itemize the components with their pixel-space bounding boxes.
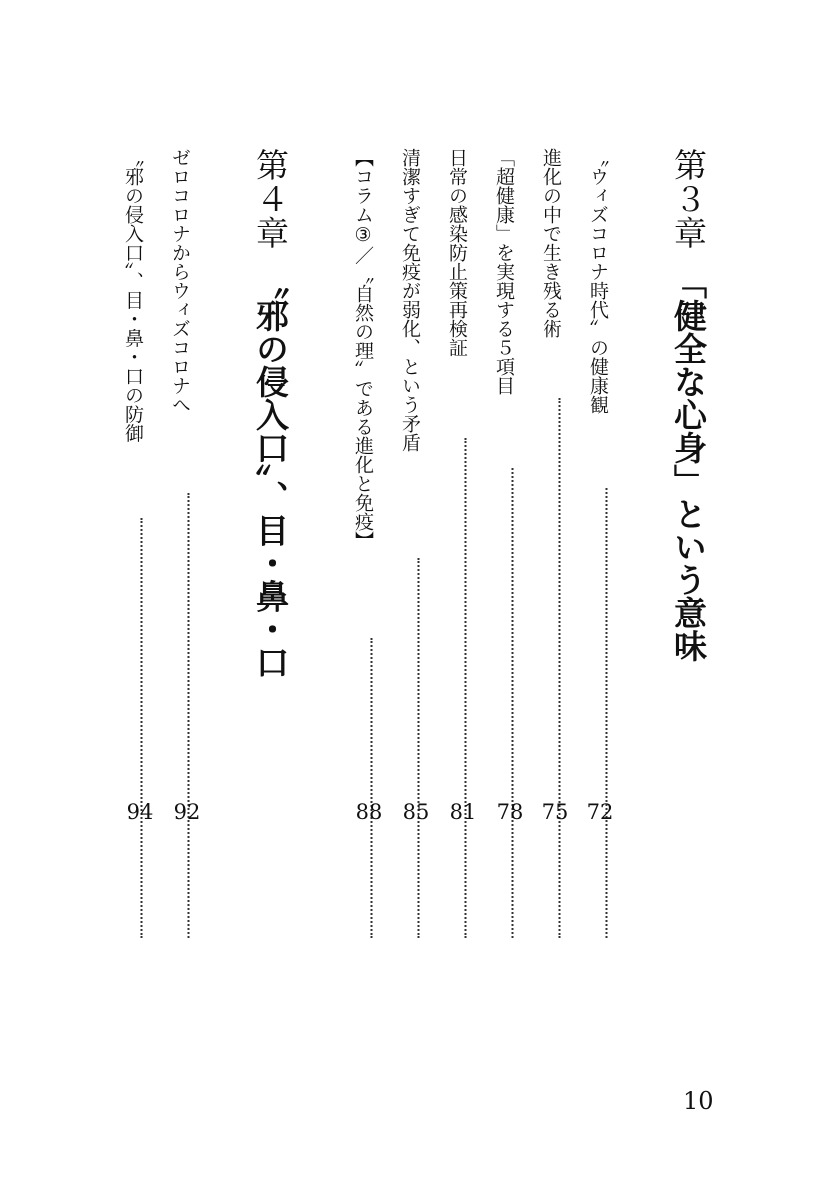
- toc-page-number: 94: [126, 800, 154, 824]
- chapter-title: 「健全な心身」という意味: [669, 266, 708, 662]
- toc-entry[interactable]: [588, 148, 628, 414]
- chapter-3-heading: [669, 148, 718, 662]
- dot-leader: [188, 493, 193, 938]
- dot-leader: [418, 558, 423, 938]
- toc-page-number: 75: [541, 800, 569, 824]
- toc-entry-title: ゼロコロナからウィズコロナへ: [169, 148, 191, 414]
- chapter-number: 第３章: [669, 148, 708, 250]
- chapter-title: 〝邪の侵入口〟、目・鼻・口: [251, 266, 290, 679]
- toc-page-number: 78: [496, 800, 524, 824]
- dot-leader: [606, 488, 611, 938]
- toc-entry[interactable]: [400, 148, 440, 452]
- toc-entry[interactable]: [170, 148, 210, 414]
- page-folio: 10: [683, 1087, 714, 1115]
- dot-leader: [559, 398, 564, 938]
- toc-entry[interactable]: [123, 148, 163, 443]
- chapter-number: 第４章: [251, 148, 290, 250]
- toc-entry-title: 【コラム③／〝自然の理〟である進化と免疫】: [352, 148, 374, 550]
- toc-page-number: 72: [586, 800, 614, 824]
- dot-leader: [465, 438, 470, 938]
- dot-leader: [141, 518, 146, 938]
- dot-leader: [371, 638, 376, 938]
- toc-entry-title: 〝邪の侵入口〟、目・鼻・口の防御: [122, 148, 144, 443]
- toc-page-number: 81: [449, 800, 477, 824]
- toc-entry-title: 〝ウィズコロナ時代〟の健康観: [587, 148, 609, 414]
- toc-entry[interactable]: [494, 148, 534, 395]
- toc-entry[interactable]: [447, 148, 487, 357]
- toc-page-number: 85: [402, 800, 430, 824]
- toc-entry-title: 「超健康」を実現する５項目: [493, 148, 515, 395]
- toc-entry-title: 進化の中で生き残る術: [540, 148, 562, 338]
- toc-entry-title: 清潔すぎて免疫が弱化、という矛盾: [399, 148, 421, 452]
- chapter-4-heading: [251, 148, 300, 679]
- toc-entry[interactable]: [353, 148, 393, 550]
- toc-entry-title: 日常の感染防止策再検証: [446, 148, 468, 357]
- toc-entry[interactable]: [541, 148, 581, 338]
- toc-page-number: 88: [355, 800, 383, 824]
- dot-leader: [512, 468, 517, 938]
- toc-page-number: 92: [173, 800, 201, 824]
